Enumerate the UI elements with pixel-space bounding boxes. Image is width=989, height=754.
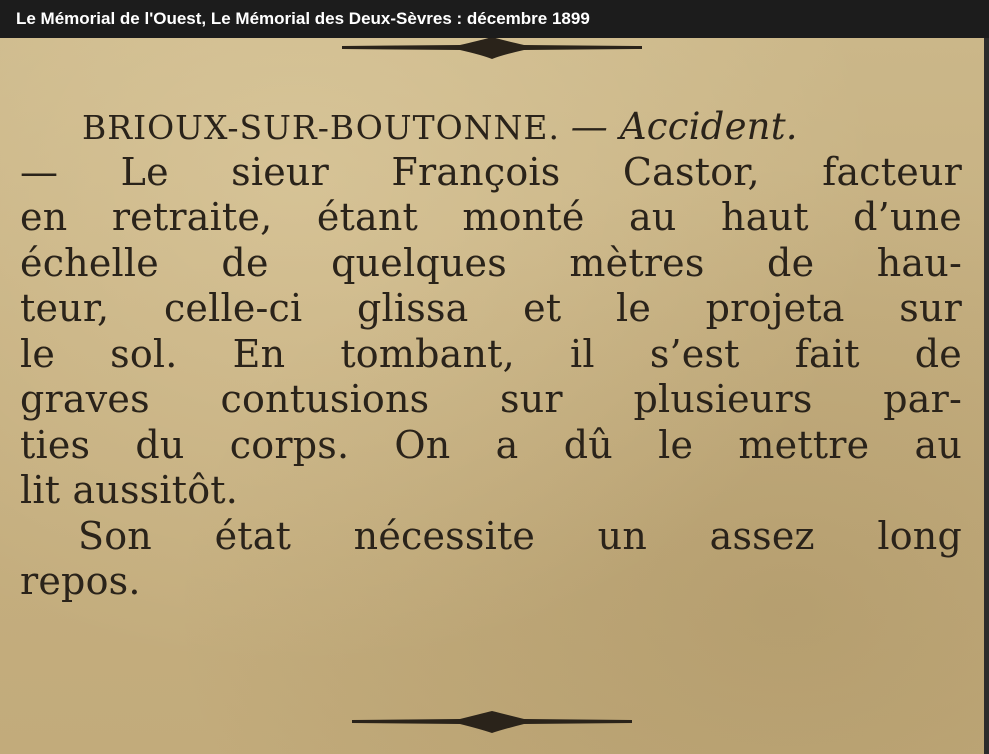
paragraph-1-line: graves contusions sur plusieurs par- <box>20 377 962 421</box>
viewer-edge <box>984 38 989 754</box>
bottom-ornament-icon <box>352 710 632 734</box>
article-heading <box>20 104 962 150</box>
paragraph-1-line: ties du corps. On a dû le mettre au <box>20 422 962 467</box>
heading-place: BRIOUX-SUR-BOUTONNE. <box>82 108 561 147</box>
paragraph-2-line: Son état nécessite un assez long <box>78 513 962 558</box>
paragraph-1-line: en retraite, étant monté au haut d’une <box>20 195 962 239</box>
paragraph-1-line: teur, celle-ci glissa et le projeta sur <box>20 286 962 330</box>
window-title: Le Mémorial de l'Ouest, Le Mémorial des Deux-Sèvres : décembre 1899 <box>0 0 989 38</box>
heading-kicker: — Accident. <box>570 105 798 148</box>
paragraph-2-line: repos. <box>20 559 141 603</box>
top-ornament-icon <box>342 38 642 60</box>
paragraph-1-line: lit aussitôt. <box>20 468 239 512</box>
paragraph-1-line: — Le sieur François Castor, facteur <box>20 149 962 194</box>
article-text <box>20 104 962 605</box>
paragraph-1-line: échelle de quelques mètres de hau- <box>20 240 962 285</box>
newspaper-clipping <box>0 38 984 754</box>
paragraph-1-line: le sol. En tombant, il s’est fait de <box>20 331 962 376</box>
